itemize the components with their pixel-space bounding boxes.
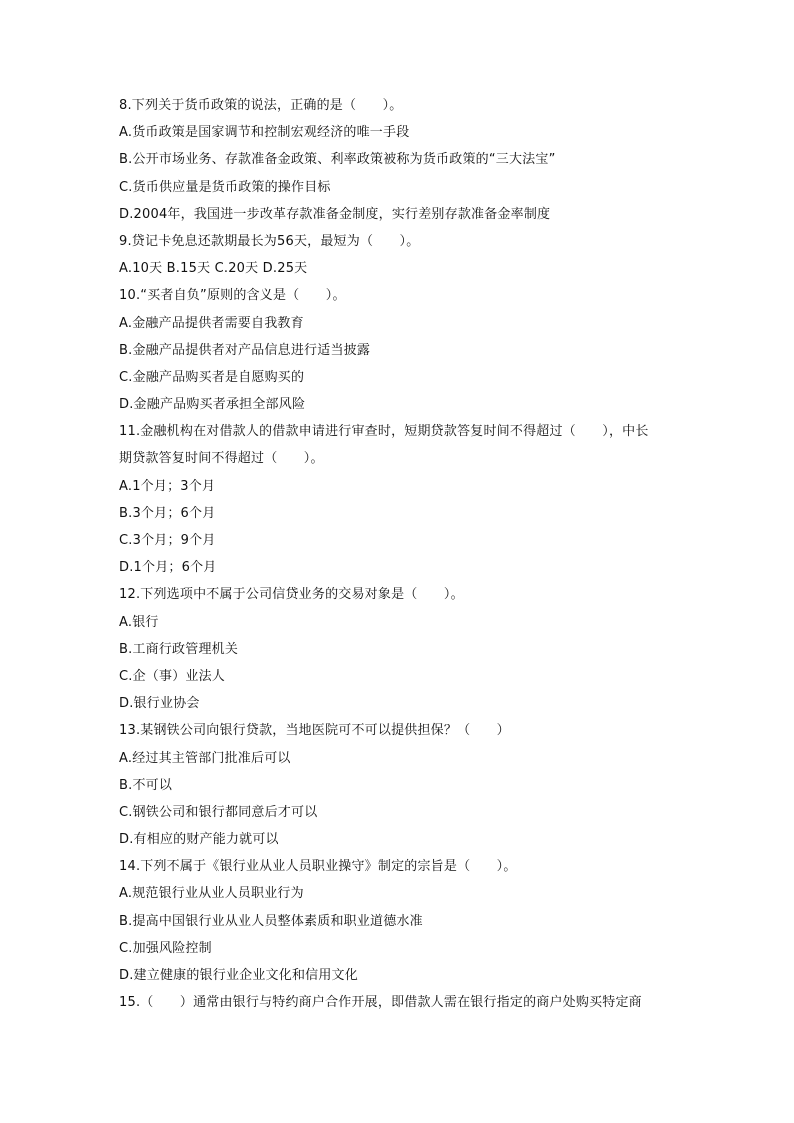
question-14-stem: 14.下列不属于《银行业从业人员职业操守》制定的宗旨是（ ）。 — [119, 859, 517, 875]
question-13-option-c: C.钢铁公司和银行都同意后才可以 — [119, 804, 318, 820]
question-10-option-b: B.金融产品提供者对产品信息进行适当披露 — [119, 342, 371, 358]
question-11-stem-line-1: 11.金融机构在对借款人的借款申请进行审查时，短期贷款答复时间不得超过（ ），中长 — [119, 424, 649, 440]
question-8-option-b: B.公开市场业务、存款准备金政策、利率政策被称为货币政策的“三大法宝” — [119, 152, 556, 168]
question-10-stem: 10.“买者自负”原则的含义是（ ）。 — [119, 288, 346, 304]
question-8-option-c: C.货币供应量是货币政策的操作目标 — [119, 179, 331, 195]
question-text-block — [119, 92, 679, 1016]
question-8-option-d: D.2004年，我国进一步改革存款准备金制度，实行差别存款准备金率制度 — [119, 206, 551, 222]
question-10-option-d: D.金融产品购买者承担全部风险 — [119, 397, 306, 413]
question-9-stem: 9.贷记卡免息还款期最长为56天，最短为（ ）。 — [119, 233, 420, 249]
question-11-stem-line-2: 期贷款答复时间不得超过（ ）。 — [119, 451, 324, 467]
question-12-stem: 12.下列选项中不属于公司信贷业务的交易对象是（ ）。 — [119, 587, 464, 603]
question-11-option-a: A.1个月；3个月 — [119, 478, 216, 494]
question-15-stem-line-1: 15.（ ）通常由银行与特约商户合作开展，即借款人需在银行指定的商户处购买特定商 — [119, 995, 642, 1011]
question-11-option-b: B.3个月；6个月 — [119, 505, 216, 521]
question-14-option-a: A.规范银行业从业人员职业行为 — [119, 886, 304, 902]
question-12-option-d: D.银行业协会 — [119, 696, 200, 712]
question-13-option-b: B.不可以 — [119, 777, 173, 793]
question-12-option-b: B.工商行政管理机关 — [119, 641, 239, 657]
question-10-option-c: C.金融产品购买者是自愿购买的 — [119, 369, 305, 385]
question-12-option-a: A.银行 — [119, 614, 159, 630]
question-8-stem: 8.下列关于货币政策的说法，正确的是（ ）。 — [119, 98, 403, 113]
question-11-option-c: C.3个月；9个月 — [119, 533, 216, 548]
question-9-options: A.10天 B.15天 C.20天 D.25天 — [119, 261, 308, 277]
question-10-option-a: A.金融产品提供者需要自我教育 — [119, 315, 304, 331]
question-8-option-a: A.货币政策是国家调节和控制宏观经济的唯一手段 — [119, 125, 410, 141]
question-11-option-d: D.1个月；6个月 — [119, 560, 217, 576]
question-13-option-d: D.有相应的财产能力就可以 — [119, 832, 279, 848]
question-13-stem: 13.某钢铁公司向银行贷款，当地医院可不可以提供担保？（ ） — [119, 723, 510, 739]
question-14-option-c: C.加强风险控制 — [119, 940, 212, 956]
question-12-option-c: C.企（事）业法人 — [119, 668, 226, 684]
question-13-option-a: A.经过其主管部门批准后可以 — [119, 750, 291, 766]
question-14-option-d: D.建立健康的银行业企业文化和信用文化 — [119, 968, 358, 983]
question-14-option-b: B.提高中国银行业从业人员整体素质和职业道德水准 — [119, 913, 423, 929]
